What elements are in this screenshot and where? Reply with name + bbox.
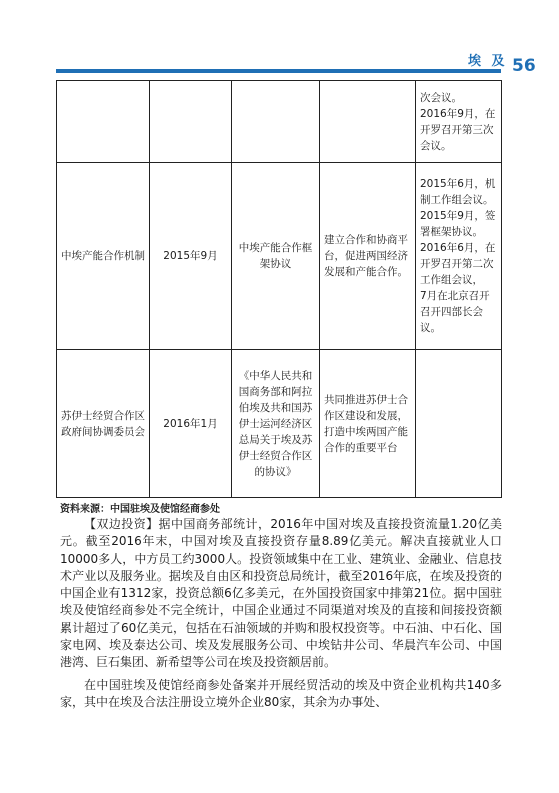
- header-rule: [56, 69, 501, 73]
- page-number: 56: [512, 56, 536, 76]
- body-paragraph: 【双边投资】据中国商务部统计，2016年中国对埃及直接投资流量1.20亿美元。截至2016年末，中国对埃及直接投资存量8.89亿美元。解决直接就业人口10000多人，中方员工约3000人。投资领域集中在工业、建筑业、金融业、信息技术产业以及服务业。据埃及自由区和投资总局统计，截至2016年底，在埃及投资的中国企业有1312家，投资总额6亿多美元，在外国投资国家中排第21位。据中国驻埃及使馆经商参处不完全统计，中国企业通过不同渠道对埃及的直接和间接投资额累计超过了60亿美元，包括在石油领域的并购和股权投资等。中石油、中石化、国家电网、埃及泰达公司、埃及发展服务公司、中埃钻井公司、华晨汽车公司、中国港湾、巨石集团、新希望等公司在埃及投资额居前。: [60, 517, 502, 670]
- table-cell-goal: 建立合作和协商平台，促进两国经济发展和产能合作。: [320, 163, 416, 350]
- table-cell-document: 中埃产能合作框架协议: [232, 163, 320, 350]
- table-cell-name: 苏伊士经贸合作区政府间协调委员会: [57, 350, 150, 498]
- header-title: 埃 及: [468, 54, 508, 69]
- table-cell-date: 2016年1月: [150, 350, 232, 498]
- table-row: [57, 350, 502, 498]
- body-text: [60, 516, 502, 711]
- table-cell-goal: 共同推进苏伊士合作区建设和发展，打造中埃两国产能合作的重要平台: [320, 350, 416, 498]
- table-cell-document: [232, 81, 320, 163]
- table-cell-progress: 次会议。 2016年9月，在开罗召开第三次会议。: [416, 81, 502, 163]
- source-note: 资料来源：中国驻埃及使馆经商参处: [60, 504, 220, 515]
- table-cell-progress: [416, 350, 502, 498]
- table-cell-name: [57, 81, 150, 163]
- table-cell-progress: 2015年6月，机制工作组会议。 2015年9月，签署框架协议。 2016年6月，在开罗召开第二次工作组会议， 7月在北京召开召开四部长会议。: [416, 163, 502, 350]
- cooperation-table: [56, 80, 502, 498]
- table-cell-date: 2015年9月: [150, 163, 232, 350]
- table-cell-name: 中埃产能合作机制: [57, 163, 150, 350]
- table-cell-date: [150, 81, 232, 163]
- table-row: [57, 81, 502, 163]
- table-row: [57, 163, 502, 350]
- table-cell-document: 《中华人民共和国商务部和阿拉伯埃及共和国苏伊士运河经济区总局关于埃及苏伊士经贸合作区的协议》: [232, 350, 320, 498]
- body-paragraph: 在中国驻埃及使馆经商参处备案并开展经贸活动的埃及中资企业机构共140多家，其中在埃及合法注册设立境外企业80家，其余为办事处、: [60, 677, 502, 709]
- table-cell-goal: [320, 81, 416, 163]
